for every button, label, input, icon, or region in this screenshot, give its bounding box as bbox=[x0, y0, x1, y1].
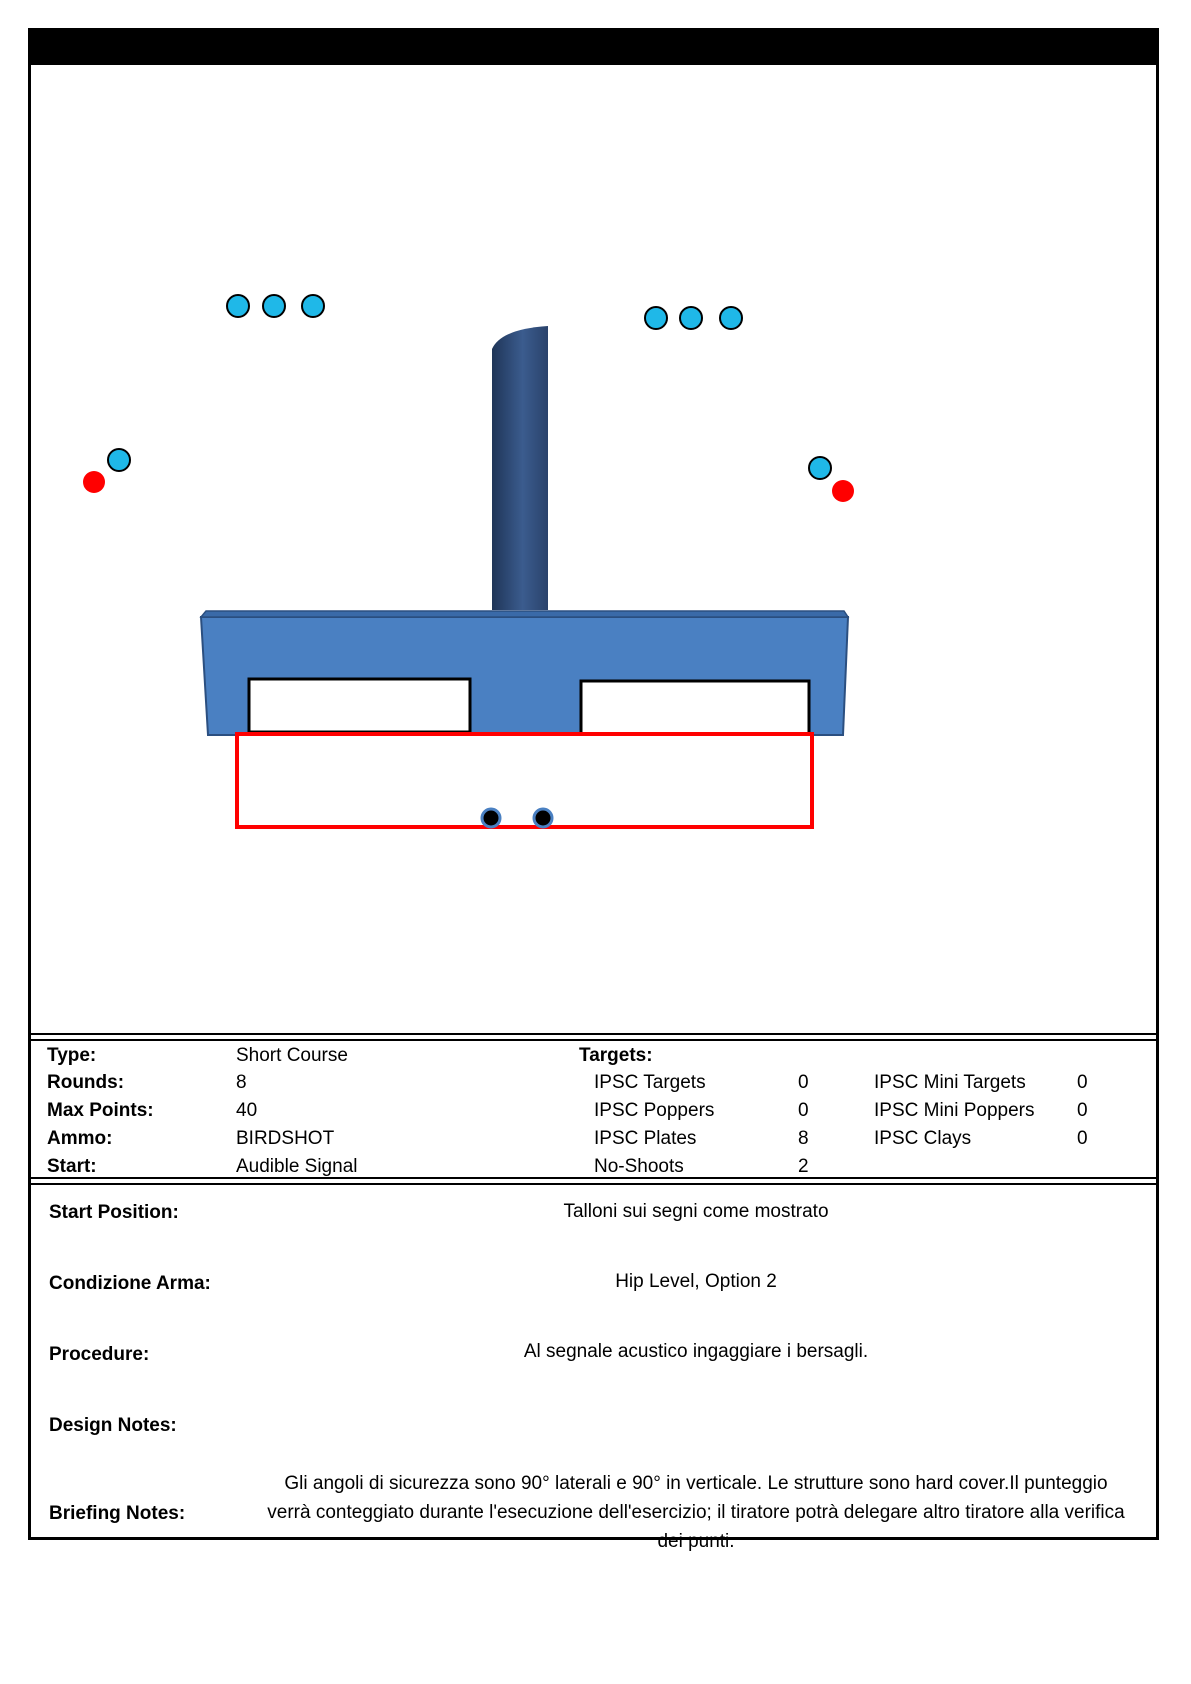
stage-sheet bbox=[28, 28, 1159, 1552]
wall-window-right bbox=[581, 681, 809, 734]
rounds-label: Rounds: bbox=[47, 1072, 125, 1093]
plate-target bbox=[809, 457, 831, 479]
target-count: 0 bbox=[798, 1100, 809, 1121]
briefing-notes-label: Briefing Notes: bbox=[49, 1503, 186, 1524]
target-name: IPSC Mini Poppers bbox=[874, 1100, 1035, 1121]
targets-heading: Targets: bbox=[579, 1045, 653, 1066]
target-count: 8 bbox=[798, 1128, 809, 1149]
heel-mark bbox=[482, 809, 500, 827]
target-name: No-Shoots bbox=[594, 1156, 684, 1177]
heel-mark bbox=[534, 809, 552, 827]
title-bar bbox=[31, 31, 1156, 65]
shooting-area bbox=[237, 734, 812, 827]
procedure-value: Al segnale acustico ingaggiare i bersagli. bbox=[523, 1341, 869, 1362]
plate-target bbox=[680, 307, 702, 329]
wall-structure bbox=[201, 611, 848, 735]
target-name: IPSC Plates bbox=[594, 1128, 697, 1149]
plate-target bbox=[302, 295, 324, 317]
wall-window-left bbox=[249, 679, 470, 732]
target-count: 0 bbox=[1077, 1072, 1088, 1093]
start-position-value: Talloni sui segni come mostrato bbox=[563, 1201, 829, 1222]
target-count: 0 bbox=[1077, 1100, 1088, 1121]
target-count: 2 bbox=[798, 1156, 809, 1177]
target-name: IPSC Targets bbox=[594, 1072, 706, 1093]
max-points-label: Max Points: bbox=[47, 1100, 154, 1121]
barrel-cover bbox=[492, 326, 548, 610]
plate-target bbox=[645, 307, 667, 329]
target-count: 0 bbox=[798, 1072, 809, 1093]
start-label: Start: bbox=[47, 1156, 97, 1177]
plate-target bbox=[227, 295, 249, 317]
divider bbox=[31, 1177, 1156, 1179]
procedure-label: Procedure: bbox=[49, 1344, 150, 1365]
start-value: Audible Signal bbox=[236, 1156, 358, 1177]
condizione-arma-value: Hip Level, Option 2 bbox=[615, 1271, 777, 1292]
type-label: Type: bbox=[47, 1045, 97, 1066]
no-shoot-target bbox=[83, 471, 105, 493]
divider bbox=[31, 1033, 1156, 1035]
ammo-label: Ammo: bbox=[47, 1128, 113, 1149]
divider bbox=[31, 1039, 1156, 1041]
plate-target bbox=[263, 295, 285, 317]
target-name: IPSC Poppers bbox=[594, 1100, 715, 1121]
divider bbox=[31, 1183, 1156, 1185]
start-position-label: Start Position: bbox=[49, 1202, 179, 1223]
max-points-value: 40 bbox=[236, 1100, 258, 1121]
design-notes-label: Design Notes: bbox=[49, 1415, 177, 1436]
plate-target bbox=[108, 449, 130, 471]
ammo-value: BIRDSHOT bbox=[236, 1128, 335, 1149]
briefing-notes-value: Gli angoli di sicurezza sono 90° laterali e 90° in verticale. Le strutture sono hard cover.Il punteggio verrà conteggiato durante l'esecuzione dell'esercizio; il tiratore potrà delegare altro tiratore alla verifica dei punti. bbox=[267, 1473, 1125, 1552]
stage-info-table bbox=[31, 1045, 1156, 1181]
stage-diagram bbox=[31, 65, 1156, 1039]
type-value: Short Course bbox=[236, 1045, 348, 1066]
target-count: 0 bbox=[1077, 1128, 1088, 1149]
rounds-value: 8 bbox=[236, 1072, 247, 1093]
target-name: IPSC Clays bbox=[874, 1128, 972, 1149]
stage-notes bbox=[31, 1189, 1156, 1552]
condizione-arma-label: Condizione Arma: bbox=[49, 1273, 211, 1294]
target-name: IPSC Mini Targets bbox=[874, 1072, 1026, 1093]
no-shoot-target bbox=[832, 480, 854, 502]
plate-target bbox=[720, 307, 742, 329]
